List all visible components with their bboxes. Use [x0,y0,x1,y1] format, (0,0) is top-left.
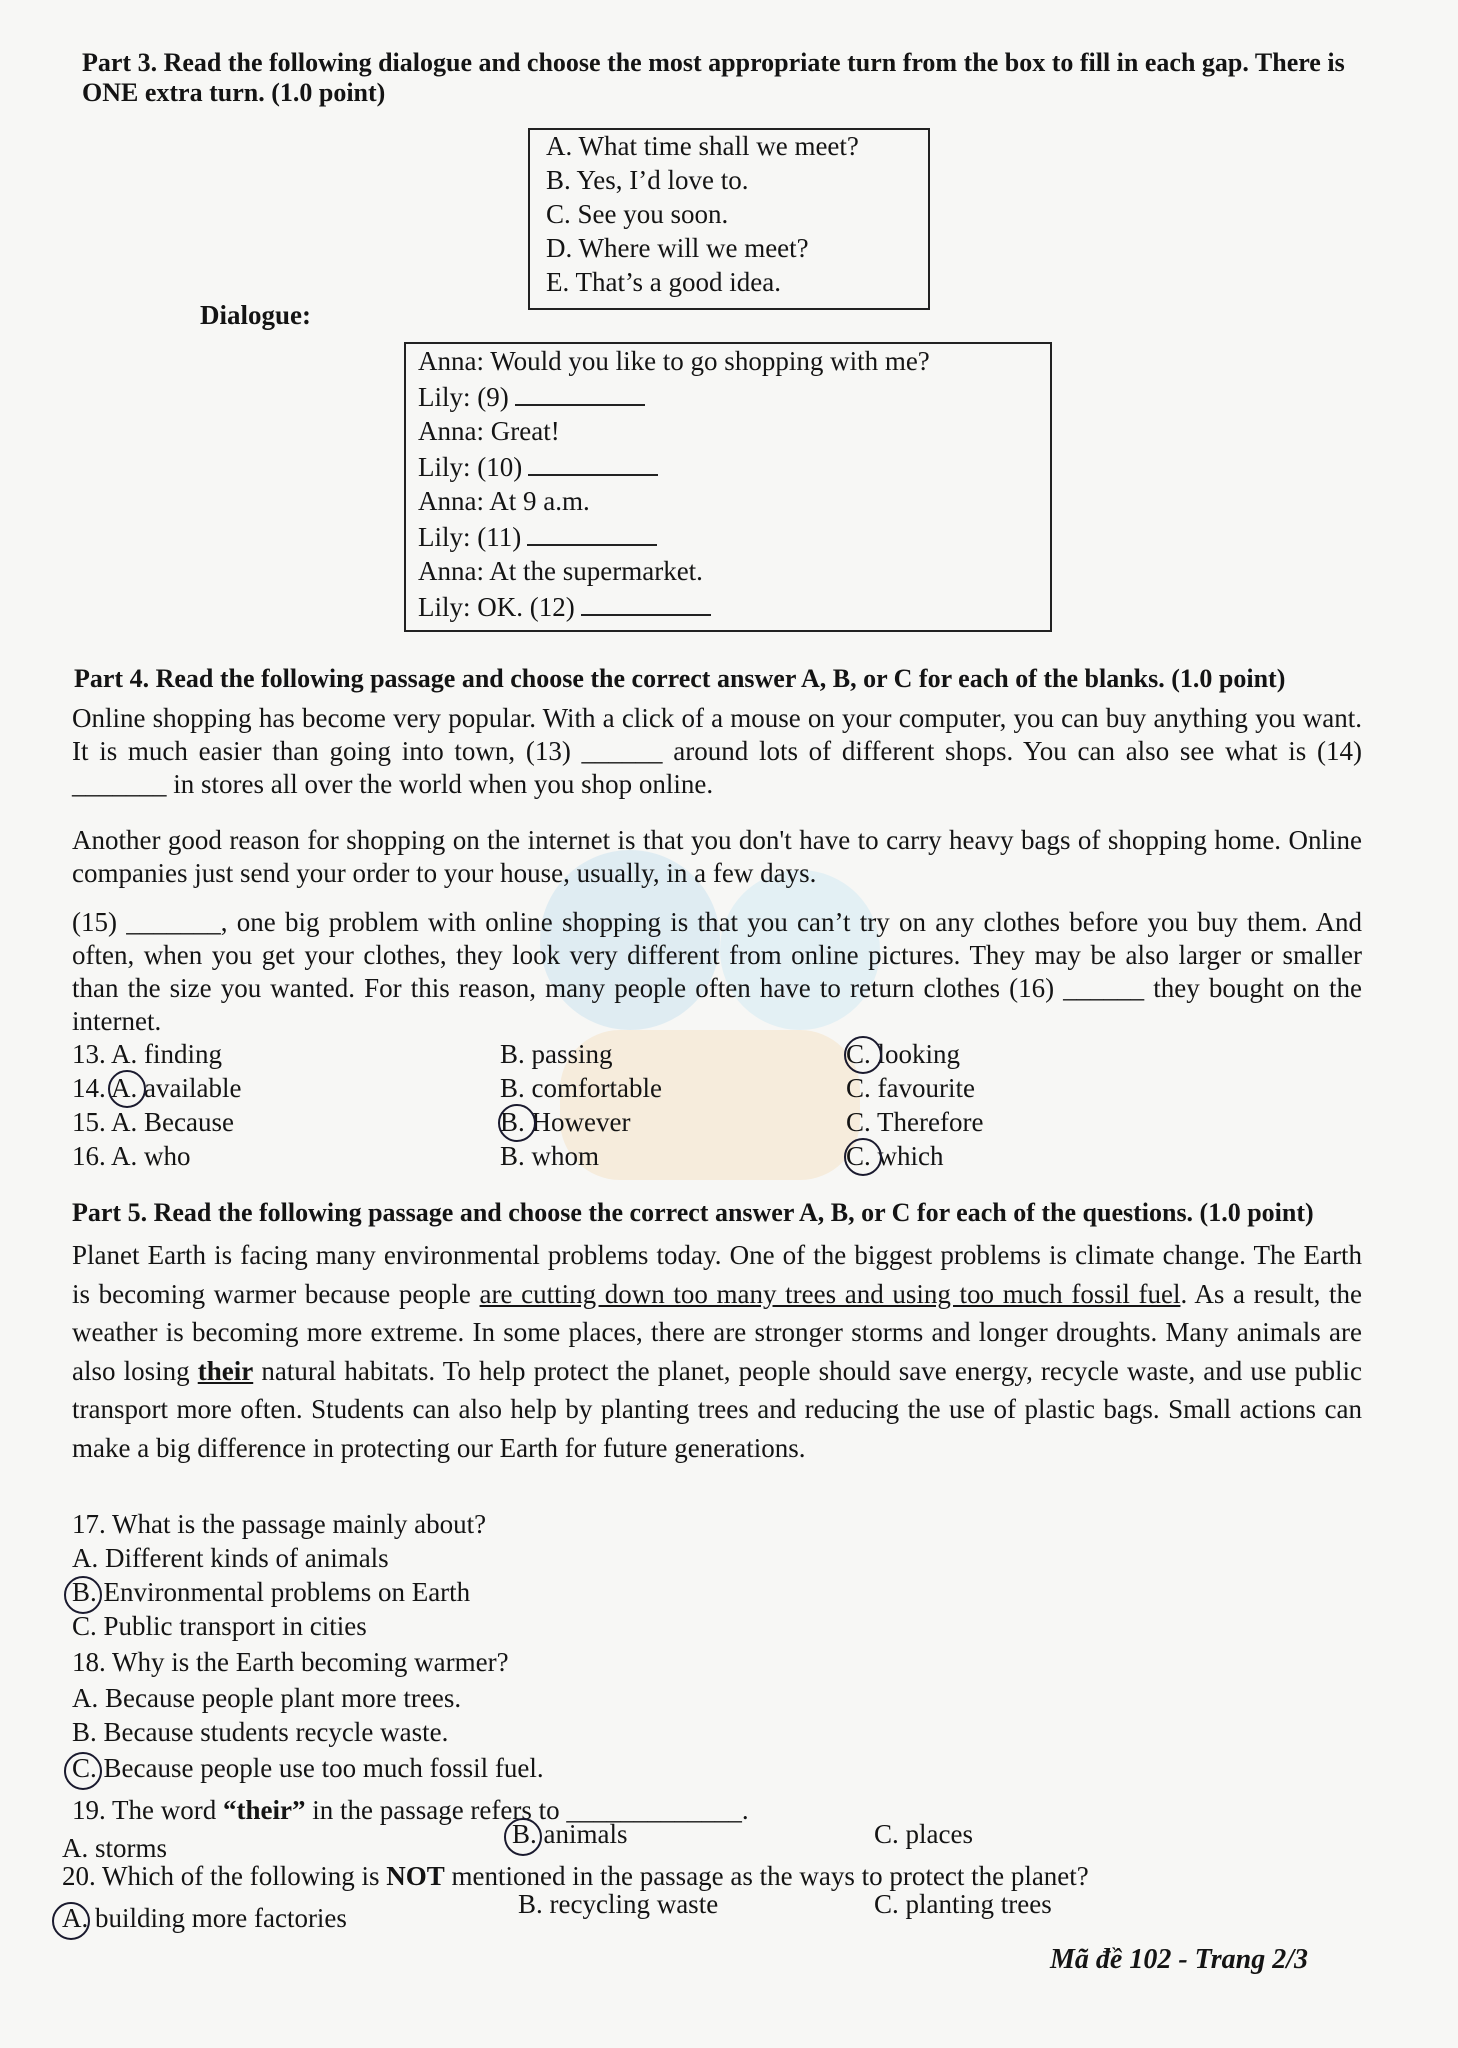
q16-option-c: C. which [846,1141,944,1171]
q18-option-a: A. Because people plant more trees. [72,1683,462,1713]
dialogue-line [418,344,930,378]
pen-circle-q19 [504,1818,542,1856]
pen-circle-q18 [64,1752,102,1790]
q13-option-a: 13. A. finding [72,1039,223,1069]
q17-option-c: C. Public transport in cities [72,1611,367,1641]
answer-blank[interactable] [581,588,711,616]
page-footer: Mã đề 102 - Trang 2/3 [1050,1944,1308,1975]
dialogue-line [418,518,930,554]
q13-option-c: C. looking [846,1039,961,1069]
q19-option-c: C. places [874,1819,973,1849]
passage-start: Planet Earth is facing many environmental problems today. One of the biggest problems is climate change. The Earth is becoming warmer because people [72,1240,1362,1309]
part4-paragraph-1: Online shopping has become very popular. With a click of a mouse on your computer, you can buy anything you want. It is much easier than going into town, (13) ______ around lots of different shops. You can also see what is (14) _______ in stores all over the world when you shop online. [72,703,1362,799]
part3-heading: Part 3. Read the following dialogue and choose the most appropriate turn from the box to fill in each gap. There is ONE extra turn. (1.0 point) [82,48,1345,107]
q15-option-c: C. Therefore [846,1107,984,1137]
q18-option-b: B. Because students recycle waste. [72,1717,449,1747]
dialogue-text: Anna: Great! [418,416,560,446]
q19-stem [72,1794,749,1826]
dialogue-box [404,342,1052,632]
dialogue-text: Anna: At the supermarket. [418,556,703,586]
answer-blank[interactable] [515,378,645,406]
part5-heading: Part 5. Read the following passage and choose the correct answer A, B, or C for each of the questions. (1.0 point) [72,1198,1314,1227]
q14-option-a: 14. A. available [72,1073,242,1103]
q17-stem: 17. What is the passage mainly about? [72,1509,487,1539]
q19-stem-word: “their” [222,1795,306,1825]
passage-mid: . As a result, the weather is becoming more extreme. In some places, there are stronger storms and longer droughts. Many animals are also losing [72,1278,1362,1386]
answer-blank[interactable] [527,518,657,546]
q16-option-b: B. whom [500,1141,600,1171]
option-b: B. Yes, I’d love to. [546,165,749,195]
option-e: E. That’s a good idea. [546,267,781,297]
pen-circle-q16 [844,1138,882,1176]
q17-option-a: A. Different kinds of animals [72,1543,389,1573]
passage-underlined: are cutting down too many trees and using too much fossil fuel [479,1278,1181,1309]
q17-option-b: B. Environmental problems on Earth [72,1577,471,1607]
dialogue-line [418,448,930,484]
options-box [528,128,930,310]
part4-paragraph-2: Another good reason for shopping on the internet is that you don't have to carry heavy bags of shopping home. Online companies just send your order to your house, usually, in a few days. [72,825,1362,888]
pen-circle-q15 [498,1104,536,1142]
passage-bold-their: their [197,1355,254,1386]
passage-end: natural habitats. To help protect the planet, people should save energy, recycle waste, and use public transport more often. Students can also help by planting trees and reducing the use of plastic bags. Small actions can make a big difference in protecting our Earth for future generations. [72,1355,1362,1463]
pen-circle-q17 [64,1576,102,1614]
q15-option-a: 15. A. Because [72,1107,234,1137]
pen-circle-q13 [844,1036,882,1074]
q15-option-b: B. However [500,1107,631,1137]
q14-option-c: C. favourite [846,1073,975,1103]
pen-circle-q14 [108,1070,146,1108]
q19-stem-pre: 19. The word [72,1795,223,1825]
q20-option-b: B. recycling waste [518,1889,719,1919]
q18-stem: 18. Why is the Earth becoming warmer? [72,1647,509,1677]
dialogue-text: Lily: (11) [418,522,522,552]
option-a: A. What time shall we meet? [546,131,859,161]
q20-stem-pre: 20. Which of the following is [62,1861,387,1891]
q16-option-a: 16. A. who [72,1141,191,1171]
dialogue-text: Lily: OK. (12) [418,592,575,622]
dialogue-lines [418,344,930,624]
q20-option-c: C. planting trees [874,1889,1052,1919]
q13-option-b: B. passing [500,1039,613,1069]
option-c: C. See you soon. [546,199,729,229]
dialogue-text: Anna: At 9 a.m. [418,486,590,516]
q18-option-c: C. Because people use too much fossil fuel. [72,1753,544,1783]
q20-option-a: A. building more factories [62,1903,347,1933]
q20-stem-post: mentioned in the passage as the ways to protect the planet? [444,1861,1089,1891]
q19-stem-post: in the passage refers to _____________. [305,1795,749,1825]
option-d: D. Where will we meet? [546,233,809,263]
q20-stem-not: NOT [386,1861,445,1891]
part4-paragraph-3: (15) _______, one big problem with online shopping is that you can’t try on any clothes before you buy them. And often, when you get your clothes, they look very different from online pictures. They may be also larger or smaller than the size you wanted. For this reason, many people often have to return clothes (16) ______ they bought on the internet. [72,907,1362,1036]
dialogue-text: Lily: (9) [418,382,509,412]
answer-blank[interactable] [528,448,658,476]
dialogue-line [418,588,930,624]
part4-heading: Part 4. Read the following passage and choose the correct answer A, B, or C for each of the blanks. (1.0 point) [74,664,1286,693]
dialogue-text: Anna: Would you like to go shopping with me? [418,346,930,376]
dialogue-line [418,554,930,588]
dialogue-line [418,414,930,448]
dialogue-line [418,378,930,414]
q19-option-a: A. storms [62,1833,168,1863]
q14-option-b: B. comfortable [500,1073,662,1103]
dialogue-line [418,484,930,518]
dialogue-label: Dialogue: [200,300,311,330]
pen-circle-q20 [52,1902,90,1940]
part5-passage [72,1236,1362,1467]
dialogue-text: Lily: (10) [418,452,523,482]
q19-option-b: B. animals [512,1819,628,1849]
